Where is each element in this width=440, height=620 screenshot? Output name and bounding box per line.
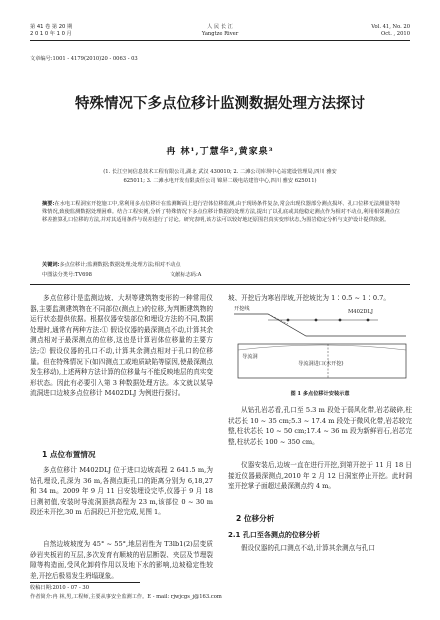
received-date: 收稿日期:2010 - 07 - 30 xyxy=(30,585,90,591)
figure-label-inner: 导流洞进口(未开挖) xyxy=(298,361,344,367)
abstract xyxy=(42,200,400,225)
page-title: 特殊情况下多点位移计监测数据处理方法探讨 xyxy=(75,96,365,112)
abstract-label: 摘要: xyxy=(42,201,55,207)
authors: 冉 林¹,丁慧华²,黄家泉³ xyxy=(166,147,274,157)
article-number: 文章编号:1001 - 4179(2010)20 - 0063 - 03 xyxy=(30,56,138,62)
header-date-cn: 2 0 1 0 年 1 0 月 xyxy=(30,31,72,37)
figure-1 xyxy=(228,306,412,386)
header-volume-cn: 第 41 卷 第 20 期 xyxy=(30,24,73,30)
anchor-point-2 xyxy=(315,319,318,322)
footnote-rule xyxy=(30,582,140,583)
right-section21-text: 假设仪器的孔口测点不动,计算其余测点与孔口 xyxy=(241,544,375,552)
header-journal-cn: 人 民 长 江 xyxy=(207,24,233,30)
left-section1-para-1: 多点位移计 M402DLJ 位于进口边坡高程 2 641.5 m,为钻孔埋设,孔深为 36 m,各测点距孔口的距离分别为 6,18,27 和 34 m。2009 年 9 月 11 日安装埋设完毕,仪器于 9 月 18 日测初值,安装时导流洞顶拱高程为 23 m,该部位 0 ~ 30 m 段还未开挖,30 m 后洞段已开挖完成,见图 1。 xyxy=(30,466,213,517)
right-paragraph-1: 从钻孔岩芯看,孔口至 5.3 m 段处于弱风化带,岩芯破碎,柱状芯长 10 ~ 35 cm;5.3 ~ 17.4 m 段处于微风化带,岩芯较完整,柱状芯长 10 ~ 50 cm;17.4 ~ 36 m 段为新鲜岩石,岩芯完整,柱状芯长 100 ~ 350 cm。 xyxy=(228,406,412,446)
header-journal-en: Yangtze River xyxy=(201,31,239,37)
figure-label-excavation: 开挖线 xyxy=(234,306,250,312)
header-date-en: Oct. , 2010 xyxy=(380,31,410,37)
right-paragraph-2: 仪器安装后,边坡一直在进行开挖,到第开挖于 11 月 18 日接近仪器最深测点,2010 年 2 月 12 日洞室停止开挖。此时洞室开挖掌子面超过最深测点约 4 m。 xyxy=(228,461,412,491)
keywords-label: 关键词: xyxy=(42,262,60,268)
section-1-title: 1 点位布置情况 xyxy=(42,450,96,459)
left-intro-paragraph: 多点位移计是监测边坡、大坝等建筑物变形的一种常用仪器,主要监测建筑物在不同部位(测点上)的位移,为判断建筑物的运行状态提供依据。根据仪器安装部位和埋设方法的不同,数据处理时,通常有两种方法:① 假设仪器的最深测点不动,计算其余测点相对于最深测点的位移,这也是计算岩体位移量的主要方法;② 假设仪器的孔口不动,计算其余测点相对于孔口的位移量。但在特殊情况下(如四测点工或地质缺陷等原因,使最深测点发生移动),上述两种方法计算的位移量与不能反映地层的真实变形状态。因此有必要引入第 3 种数据处理方法。本文就以某导流洞进口边坡多点位移计 M402DLJ 为例进行探讨。 xyxy=(30,294,213,398)
figure-label-instrument: M402DLJ xyxy=(348,309,373,315)
left-section1-para-2: 自然边坡坡度为 45° ~ 55°,地层岩性为 T3lb1(2)层变质砂岩夹板岩的互层,多次发育有顺坡的岩层断裂、夹层及节理裂隙等构造面,受风化卸荷作用以及地下水的影响,边坡稳定性较差,开挖后极易发生坍塌现象。 xyxy=(30,540,213,579)
anchor-point-1 xyxy=(287,319,290,322)
abstract-text: 在水电工程洞室开挖施工中,常利用多点位移计在监测断面上进行岩体位移监测,由于现场条件复杂,常会出现仪器部分测点损坏、孔口位移无法测量等特殊情况,致使监测数据处理困难。结合工程实例,分析了特殊情况下多点位移计数据的处理方法,提出了以孔底或其他稳定测点作为相对不动点,利用相邻测点位移差推算孔口位移的方法,并对其适用条件与误差进行了讨论。研究表明,该方法可以较好地还原围岩真实变形状态,为围岩稳定分析与支护设计提供依据。 xyxy=(42,201,401,224)
header-volume-en: Vol. 41, No. 20 xyxy=(371,24,410,30)
keywords xyxy=(42,262,400,269)
clc-number: 中图法分类号:TV698 xyxy=(42,272,92,278)
anchor-point-4 xyxy=(367,319,370,322)
document-code: 文献标志码:A xyxy=(170,272,202,278)
excavation-line xyxy=(234,314,406,336)
tunnel-arch xyxy=(238,345,406,350)
affiliation-line-1: (1. 长江空间信息技术工程有限公司,湖北 武汉 430010; 2. 二滩公司库坝中心站建设管理局,四川 雅安 xyxy=(103,169,337,175)
affiliation-line-2: 625011; 3. 二滩水电开发有限责任公司 锦屏二级电站建管中心,四川 雅安 625011) xyxy=(123,178,317,184)
header-rule xyxy=(30,40,410,41)
abstract-rule xyxy=(30,284,410,285)
anchor-point-3 xyxy=(339,319,342,322)
figure-1-drawing xyxy=(228,306,412,386)
section-2-1-title: 2.1 孔口至各测点的位移分析 xyxy=(228,531,320,539)
author-bio: 作者简介:冉 林,男,工程师,主要从事安全监测工作。E - mail: rjwjcgs_j@163.com xyxy=(30,594,222,600)
figure-label-tunnel: 导流洞 xyxy=(242,354,258,360)
keywords-text: 多点位移计;监测数据;数据处理;处理方法;相对不动点 xyxy=(59,262,181,268)
section-2-title: 2 位移分析 xyxy=(236,514,275,523)
figure-1-caption: 图 1 多点位移计安装示意 xyxy=(290,391,350,397)
right-intro-paragraph: 坡、开挖后为寒岩岸坡,开挖坡比为 1∶0.5 ~ 1∶0.7。 xyxy=(228,294,390,302)
